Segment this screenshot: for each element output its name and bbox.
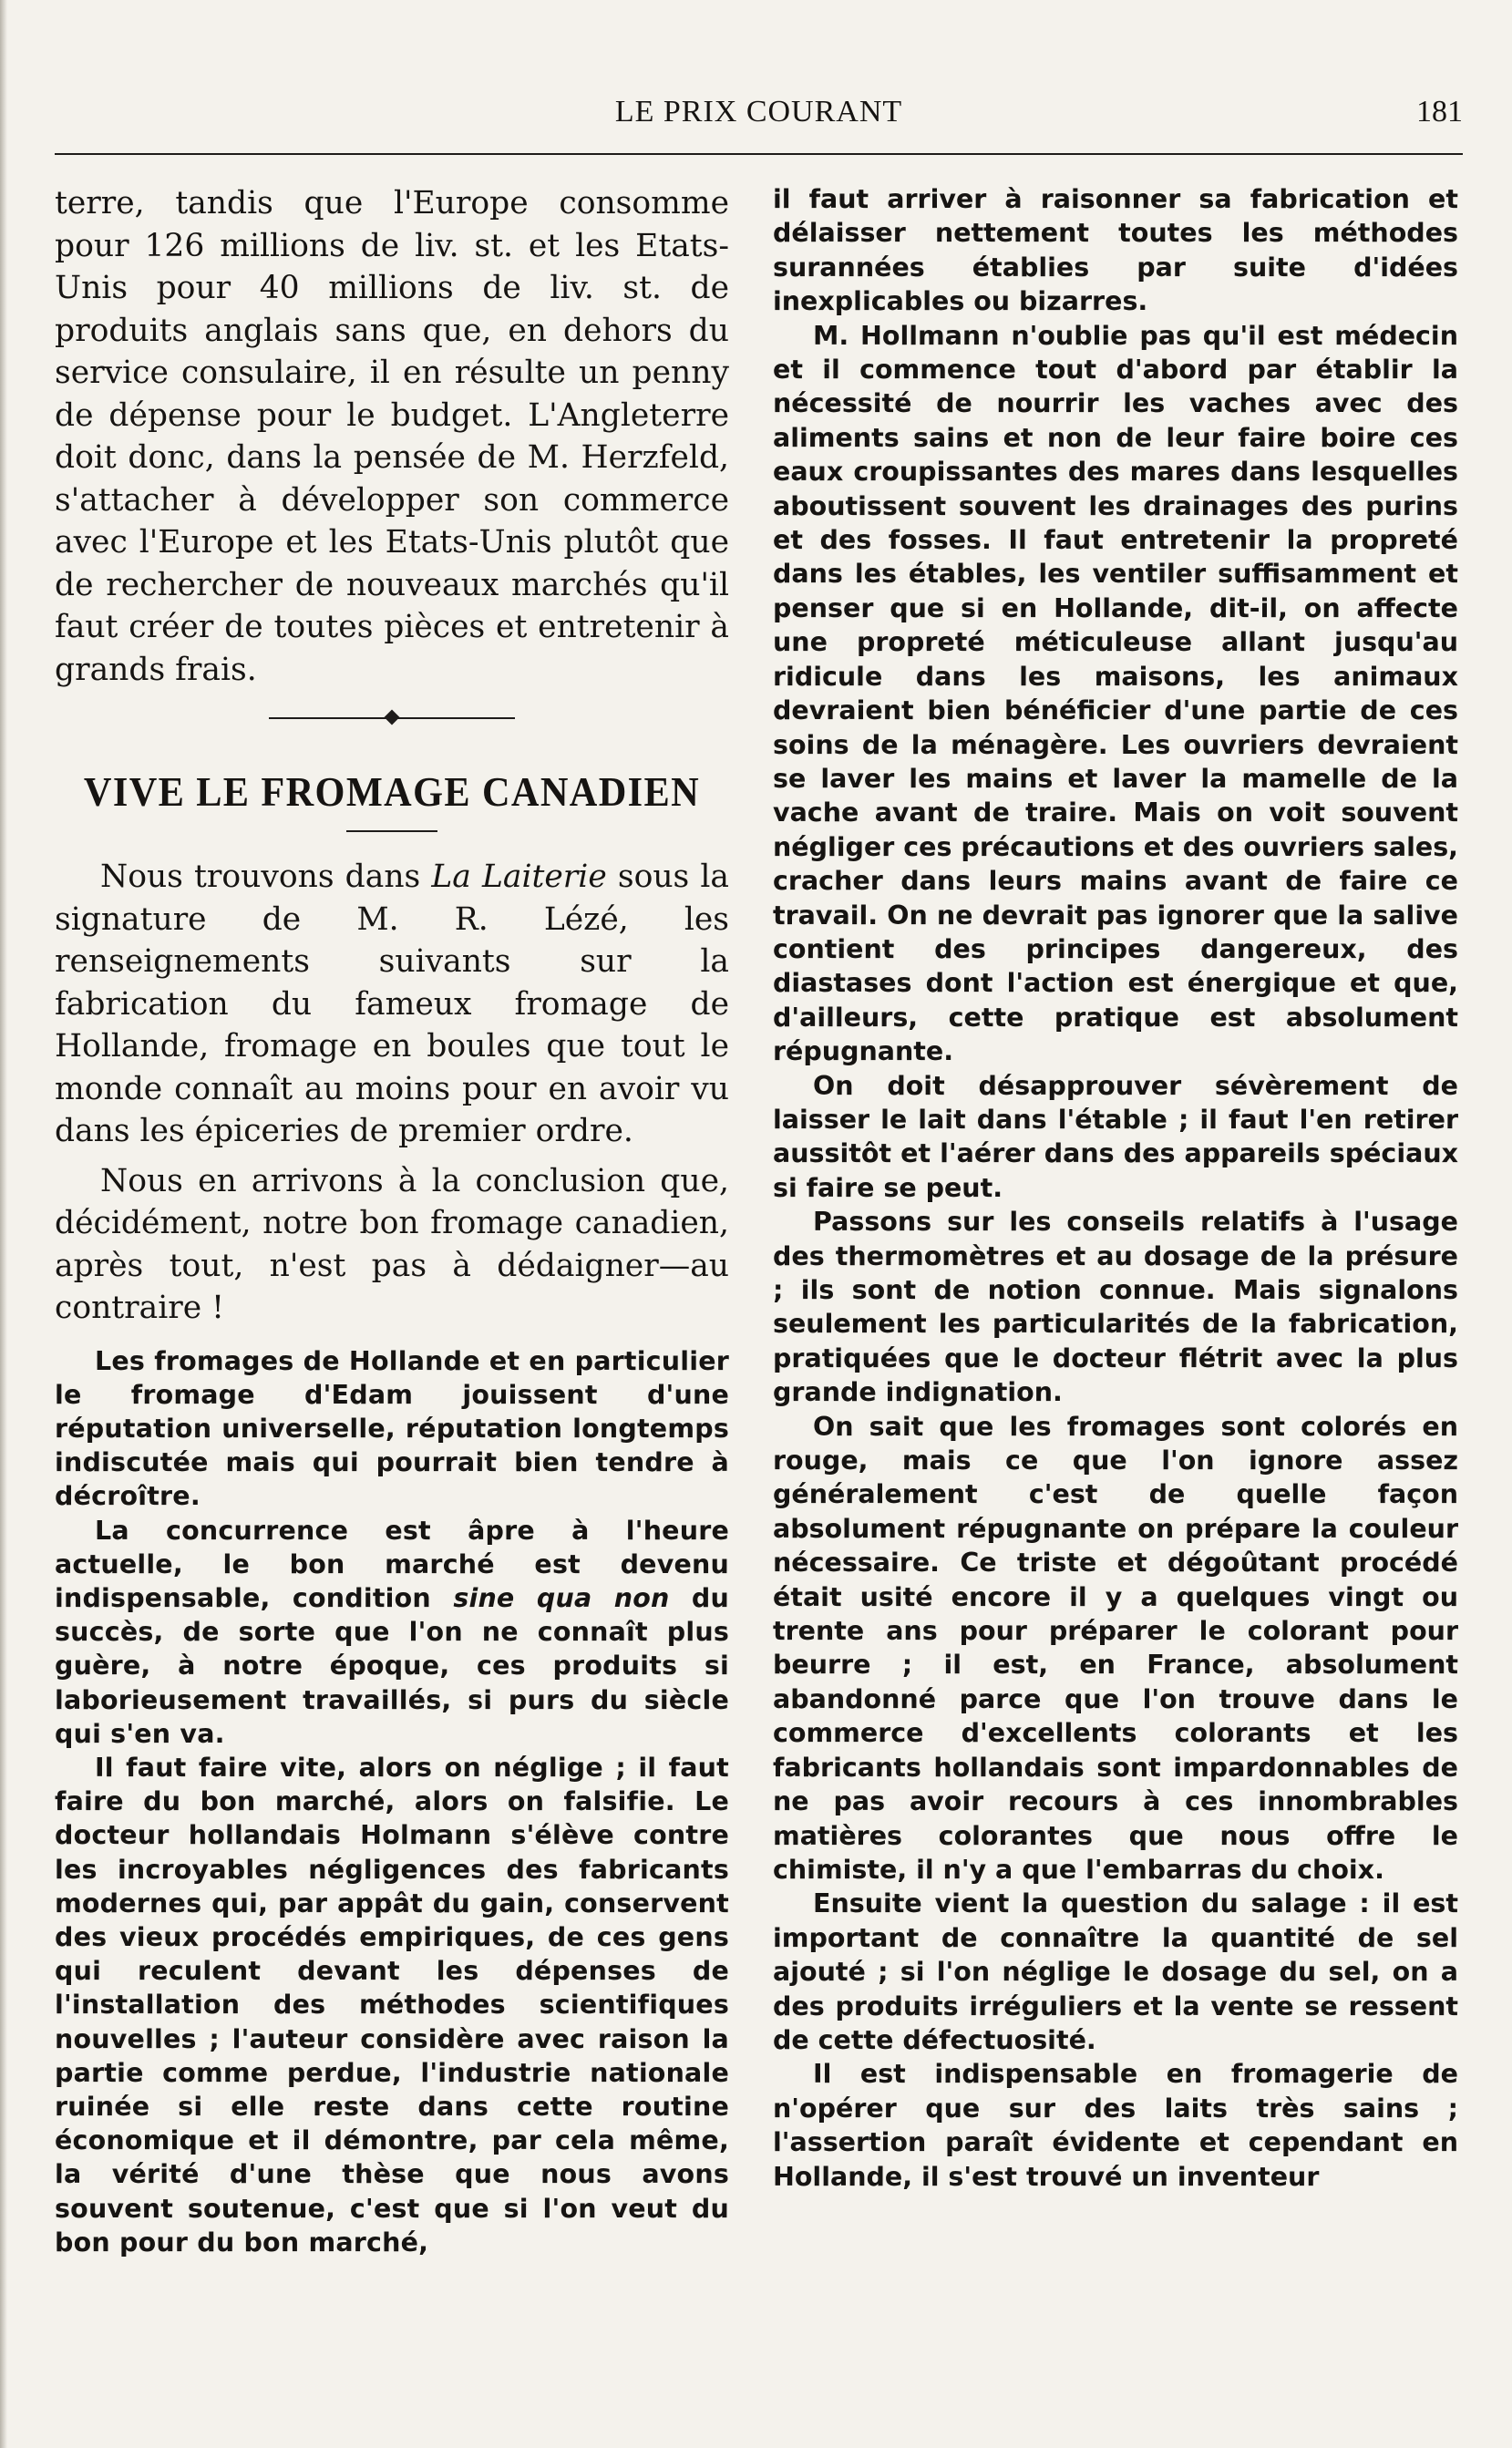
quote-paragraph: Il faut faire vite, alors on néglige ; il faut faire du bon marché, alors on falsifie. Le docteur hollandais Holmann s'élève contre les incroyables négligences des fabricants modernes qui, par appât du gain, conservent des vieux procédés empiriques, de ces gens qui reculent devant les dépenses de l'installation des méthodes scientifiques nouvelles ; l'auteur considère avec raison la partie comme perdue, l'industrie nationale ruinée si elle reste dans cette routine économique et il démontre, par cela même, la vérité d'une thèse que nous avons souvent soutenue, c'est que si l'on veut du bon pour du bon marché,	[55, 1752, 729, 2258]
intro-text-a: Nous trouvons dans	[100, 859, 432, 895]
journal-name: La Laiterie	[431, 859, 607, 895]
intro-paragraph	[55, 856, 729, 1153]
quote-text-a: La concurrence est âpre à l'heure actuelle, le bon marché est devenu indispensable, condition	[55, 1515, 729, 1613]
quote-paragraph: il faut arriver à raisonner sa fabrication et délaisser nettement toutes les méthodes surannées établies par suite d'idées inexplicables ou bizarres.	[773, 184, 1458, 317]
quote-paragraph: M. Hollmann n'oublie pas qu'il est médecin et il commence tout d'abord par établir la nécessité de nourrir les vaches avec des aliments sains et non de leur faire boire ces eaux croupissantes des mares dans lesquelles aboutissent souvent les drainages des purins et des fosses. Il faut entretenir la propreté dans les étables, les ventiler suffisamment et penser que si en Hollande, dit-il, on affecte une propreté méticuleuse allant jusqu'au ridicule dans les maisons, les animaux devraient bien bénéficier d'une partie de ces soins de la ménagère. Les ouvriers devraient se laver les mains et laver la mamelle de la vache avant de traire. Mais on voit souvent négliger ces précautions et des ouvriers sales, cracher dans leurs mains avant de faire ce travail. On ne devrait pas ignorer que la salive contient des principes dangereux, des diastases dont l'action est énergique et que, d'ailleurs, cette pratique est absolument répugnante.	[773, 320, 1458, 1067]
left-column	[55, 182, 729, 2406]
page-number: 181	[1416, 95, 1463, 129]
quote-text-b: du succès, de sorte que l'on ne connaît plus guère, à notre époque, ces produits si laborieusement travaillés, si purs du siècle qui s'en va.	[55, 1582, 729, 1749]
title-rule	[346, 830, 437, 832]
latin-phrase: sine qua non	[453, 1582, 670, 1613]
header-rule	[55, 153, 1463, 155]
conclusion-paragraph: Nous en arrivons à la conclusion que, décidément, notre bon fromage canadien, après tout, n'est pas à dédaigner—au contraire !	[55, 1162, 729, 1326]
intro-text-b: sous la signature de M. R. Lézé, les renseignements suivants sur la fabrication du fameux fromage de Hollande, fromage en boules que tout le monde connaît au moins pour en avoir vu dans les épiceries de premier ordre.	[55, 859, 729, 1149]
section-ornament	[55, 700, 729, 736]
right-column	[773, 182, 1458, 2406]
page-edge-shadow	[0, 0, 7, 2448]
quote-paragraph: Il est indispensable en fromagerie de n'opérer que sur des laits très sains ; l'assertion paraît évidente et cependant en Hollande, il s'est trouvé un inventeur	[773, 2059, 1458, 2192]
quote-paragraph: Les fromages de Hollande et en particulier le fromage d'Edam jouissent d'une réputation universelle, réputation longtemps indiscutée mais qui pourrait bien tendre à décroître.	[55, 1345, 729, 1512]
quote-paragraph: Ensuite vient la question du salage : il est important de connaître la quantité de sel ajouté ; si l'on néglige le dosage du sel, on a des produits irréguliers et la vente se ressent de cette défectuosité.	[773, 1888, 1458, 2055]
section-title: VIVE LE FROMAGE CANADIEN	[83, 768, 701, 815]
ornament-diamond-icon	[385, 710, 400, 725]
quote-paragraph	[55, 1514, 729, 1751]
running-head	[55, 91, 1463, 135]
quote-paragraph: Passons sur les conseils relatifs à l'usage des thermomètres et au dosage de la présure ; ils sont de notion connue. Mais signalons seulement les particularités de la fabrication, pratiquées que le docteur flétrit avec la plus grande indignation.	[773, 1207, 1458, 1408]
running-title: LE PRIX COURANT	[614, 95, 903, 129]
quote-paragraph: On doit désapprouver sévèrement de laisser le lait dans l'étable ; il faut l'en retirer aussitôt et l'aérer dans des appareils spéciaux si faire se peut.	[773, 1070, 1458, 1203]
quote-paragraph: On sait que les fromages sont colorés en rouge, mais ce que l'on ignore assez généralement c'est de quelle façon absolument répugnante on prépare la couleur nécessaire. Ce triste et dégoûtant procédé était usité encore il y a quelques vingt ou trente ans pour préparer le colorant pour beurre ; il est, en France, absolument abandonné parce que l'on trouve dans le commerce d'excellents colorants et les fabricants hollandais sont impardonnables de ne pas avoir recours à ces innombrables matières colorantes que nous offre le chimiste, il n'y a que l'embarras du choix.	[773, 1411, 1458, 1885]
paragraph-continuation: terre, tandis que l'Europe consomme pour 126 millions de liv. st. et les Etats-Unis pour 40 millions de liv. st. de produits anglais sans que, en dehors du service consulaire, il en résulte un penny de dépense pour le budget. L'Angleterre doit donc, dans la pensée de M. Herzfeld, s'attacher à développer son commerce avec l'Europe et les Etats-Unis plutôt que de rechercher de nouveaux marchés qu'il faut créer de toutes pièces et entretenir à grands frais.	[55, 185, 729, 688]
